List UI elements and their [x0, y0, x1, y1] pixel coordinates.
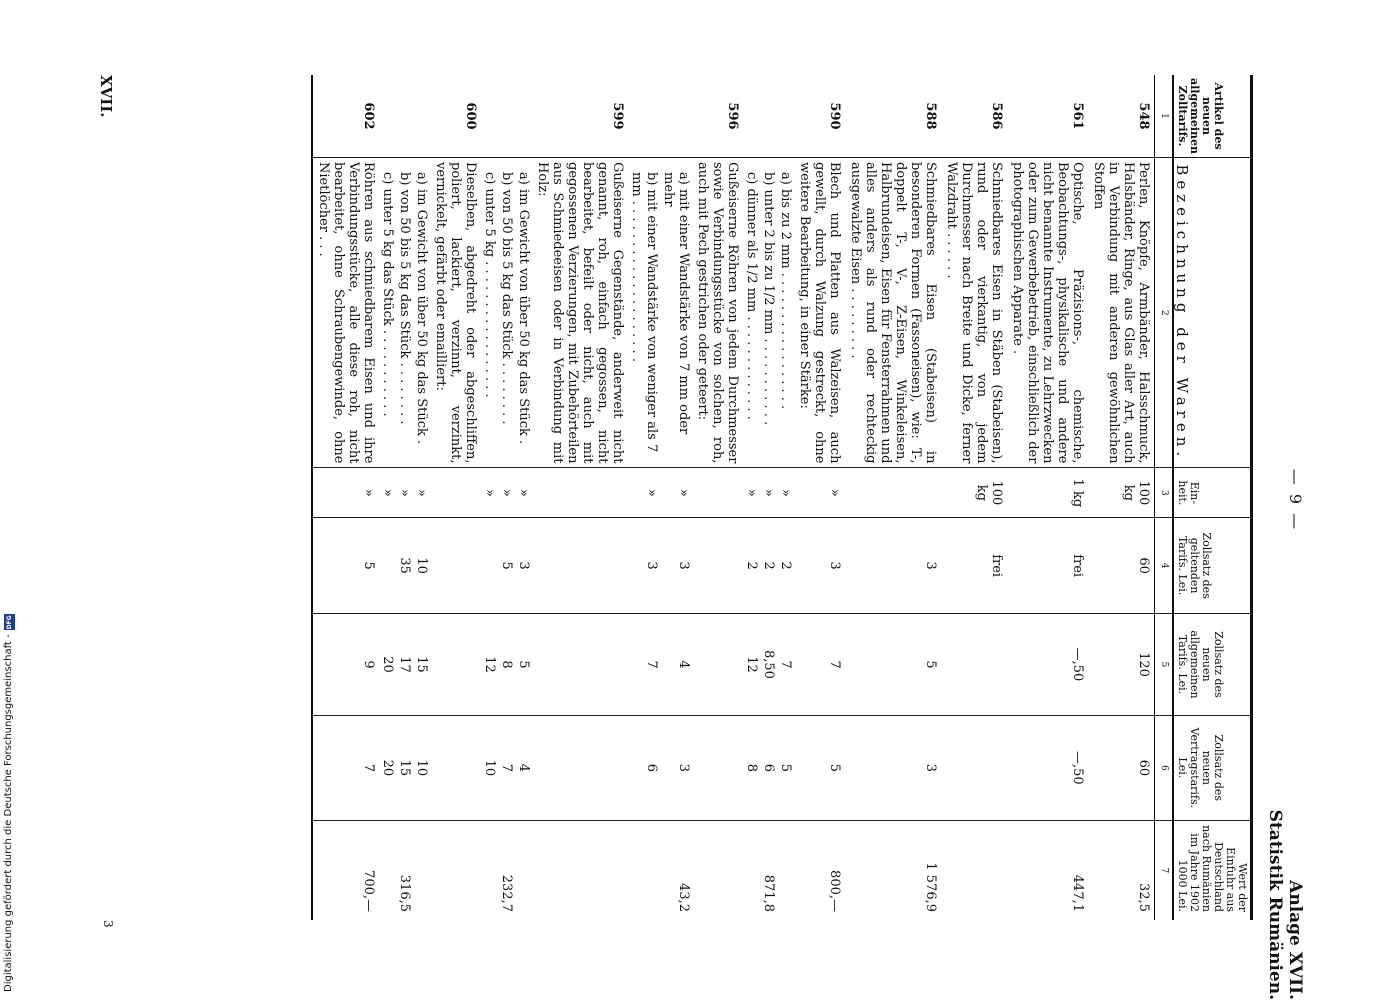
- table-subrow: [660, 75, 692, 920]
- header-description: Bezeichnung der Waren.: [1173, 158, 1252, 468]
- ware-description: Blech und Platten aus Walzeisen, auch gewellt, durch Walzung gestreckt, ohne weitere Bearbeitung, in einer Stärke:: [794, 158, 845, 468]
- unit-cell: »: [660, 468, 692, 518]
- table-subrow: [396, 75, 413, 920]
- import-value-cell: [777, 820, 794, 920]
- rate-new-general-cell: 5: [515, 613, 532, 715]
- ware-description: b) unter 2 bis zu 1/2 mm . . . . . . . . . . .: [760, 158, 777, 468]
- ware-description: c) unter 5 kg . . . . . . . . . . . . . . . . .: [481, 158, 498, 468]
- rate-current-cell: [692, 518, 743, 614]
- article-number: [660, 75, 692, 158]
- rate-new-general-cell: 20: [379, 613, 396, 715]
- rate-current-cell: 3: [515, 518, 532, 614]
- rate-current-cell: 5: [498, 518, 515, 614]
- rate-new-treaty-cell: 20: [379, 716, 396, 821]
- ware-description: Dieselben, abgedreht oder abgeschliffen, poliert, lackiert, verzinnt, verzinkt, vernickelt, gefärbt oder emailliert:: [430, 158, 481, 468]
- rate-new-treaty-cell: 60: [1088, 716, 1155, 821]
- ware-description: Röhren aus schmiedbarem Eisen und ihre Verbindungsstücke, alle diese roh, nicht bearbeitet, ohne Schraubengewinde, ohne Nietlöcher . . .: [312, 158, 379, 468]
- rate-new-general-cell: 120: [1088, 613, 1155, 715]
- rate-new-treaty-cell: [941, 716, 1007, 821]
- unit-cell: [692, 468, 743, 518]
- import-value-cell: 1 576,9: [845, 820, 941, 920]
- ware-description: a) im Gewicht von über 50 kg das Stück .: [413, 158, 430, 468]
- unit-cell: »: [777, 468, 794, 518]
- unit-cell: »: [413, 468, 430, 518]
- rate-new-general-cell: 8: [498, 613, 515, 715]
- rate-new-treaty-cell: 7: [312, 716, 379, 821]
- table-row: [692, 75, 743, 920]
- rate-current-cell: 3: [660, 518, 692, 614]
- unit-cell: »: [760, 468, 777, 518]
- rate-current-cell: 35: [396, 518, 413, 614]
- rate-new-general-cell: 8,50: [760, 613, 777, 715]
- table-subrow: [498, 75, 515, 920]
- table-subrow: [515, 75, 532, 920]
- unit-cell: 100 kg: [1088, 468, 1155, 518]
- rate-new-general-cell: 12: [743, 613, 760, 715]
- rate-new-treaty-cell: [692, 716, 743, 821]
- table-body: [312, 75, 1155, 920]
- article-number: 561: [1070, 102, 1085, 130]
- import-value-cell: 700,—: [312, 820, 379, 920]
- table-row: [845, 75, 941, 920]
- table-subrow: [379, 75, 396, 920]
- unit-cell: 1 kg: [1007, 468, 1088, 518]
- rate-new-treaty-cell: 15: [396, 716, 413, 821]
- rate-new-treaty-cell: —,50: [1007, 716, 1088, 821]
- rate-current-cell: [481, 518, 498, 614]
- import-value-cell: [379, 820, 396, 920]
- rate-new-general-cell: 7: [628, 613, 660, 715]
- article-number: [760, 75, 777, 158]
- table-header-row: [1173, 75, 1252, 920]
- rate-new-treaty-cell: [532, 716, 628, 821]
- article-number: [743, 75, 760, 158]
- column-number-row: [1155, 75, 1174, 920]
- rate-new-general-cell: [430, 613, 481, 715]
- article-number: [628, 75, 660, 158]
- ware-description: b) von 50 bis 5 kg das Stück . . . . . . . .: [498, 158, 515, 468]
- rate-current-cell: 2: [760, 518, 777, 614]
- rate-current-cell: 3: [628, 518, 660, 614]
- table-subrow: [777, 75, 794, 920]
- rate-new-treaty-cell: 5: [777, 716, 794, 821]
- unit-cell: »: [312, 468, 379, 518]
- article-number: [379, 75, 396, 158]
- column-number: 1: [1155, 75, 1174, 158]
- article-number: [777, 75, 794, 158]
- table-row: [794, 75, 845, 920]
- article-number: 586: [989, 102, 1004, 130]
- rate-new-general-cell: 7: [794, 613, 845, 715]
- rate-new-treaty-cell: 3: [845, 716, 941, 821]
- unit-cell: »: [379, 468, 396, 518]
- rate-current-cell: [532, 518, 628, 614]
- credit-text: Digitalisierung gefördert durch die Deutsche Forschungsgemeinschaft -: [3, 634, 14, 992]
- rate-current-cell: [379, 518, 396, 614]
- rate-new-treaty-cell: [430, 716, 481, 821]
- unit-cell: »: [481, 468, 498, 518]
- column-number: 4: [1155, 518, 1174, 614]
- article-number: 600: [463, 102, 478, 130]
- rate-current-cell: 5: [312, 518, 379, 614]
- unit-cell: »: [628, 468, 660, 518]
- tariff-table: [311, 75, 1253, 920]
- unit-cell: [430, 468, 481, 518]
- article-number: [498, 75, 515, 158]
- import-value-cell: [628, 820, 660, 920]
- table-subrow: [628, 75, 660, 920]
- rate-current-cell: 3: [794, 518, 845, 614]
- rate-new-general-cell: [532, 613, 628, 715]
- rate-new-general-cell: 12: [481, 613, 498, 715]
- column-number: 6: [1155, 716, 1174, 821]
- statistic-title: Statistik Rumänien.: [1265, 809, 1285, 1000]
- table-row: [1007, 75, 1088, 920]
- rate-current-cell: frei: [941, 518, 1007, 614]
- rate-new-general-cell: 15: [413, 613, 430, 715]
- rate-new-treaty-cell: 3: [660, 716, 692, 821]
- rate-new-treaty-cell: 8: [743, 716, 760, 821]
- rate-new-general-cell: 5: [845, 613, 941, 715]
- ware-description: Gußeiserne Röhren von jedem Durchmesser sowie Verbindungsstücke von solchen, roh, auch mit Pech gestrichen oder geteert:: [692, 158, 743, 468]
- import-value-cell: [413, 820, 430, 920]
- import-value-cell: [515, 820, 532, 920]
- table-row: [941, 75, 1007, 920]
- rate-new-treaty-cell: 10: [481, 716, 498, 821]
- table-row: [312, 75, 379, 920]
- rate-new-treaty-cell: 5: [794, 716, 845, 821]
- rate-new-general-cell: 17: [396, 613, 413, 715]
- rate-new-general-cell: [941, 613, 1007, 715]
- ware-description: Schmiedbares Eisen in Stäben (Stabeisen), rund oder vierkantig, von jedem Durchmesser nach Breite und Dicke, ferner Walzdraht . . . . . .: [941, 158, 1007, 468]
- rate-current-cell: [430, 518, 481, 614]
- digitization-credit: [0, 0, 18, 1000]
- column-number: 2: [1155, 158, 1174, 468]
- article-number: 602: [312, 75, 379, 158]
- import-value-cell: 232,7: [498, 820, 515, 920]
- import-value-cell: 32,5: [1088, 820, 1155, 920]
- sheet-mark: XVII.: [97, 75, 115, 118]
- table-subrow: [743, 75, 760, 920]
- header-article: Artikel des neuen allgemeinen Zolltarifs.: [1173, 75, 1252, 158]
- ware-description: a) bis zu 2 mm . . . . . . . . . . . . . . . . .: [777, 158, 794, 468]
- ware-description: a) mit einer Wandstärke von 7 mm oder mehr: [660, 158, 692, 468]
- article-number: 596: [725, 102, 740, 130]
- article-number: [481, 75, 498, 158]
- import-value-cell: [941, 820, 1007, 920]
- ware-description: a) im Gewicht von über 50 kg das Stück .: [515, 158, 532, 468]
- ware-description: Optische, Präzisions-, chemische, Beobachtungs-, physikalische und andere nicht benannte Instrumente, zu Lehrzwecken oder zum Gewerbebetrieb, einschließlich der photographischen Apparate .: [1007, 158, 1088, 468]
- title-block: [1265, 0, 1305, 1000]
- import-value-cell: 316,5: [396, 820, 413, 920]
- header-import-value: Wert der Einfuhr aus Deutschland nach Rumänien im Jahre 1902 1000 Lei.: [1173, 820, 1252, 920]
- page-number: — 9 —: [1286, 468, 1305, 532]
- ware-description: c) dünner als 1/2 mm . . . . . . . . . . . . .: [743, 158, 760, 468]
- rate-current-cell: frei: [1007, 518, 1088, 614]
- rate-new-general-cell: —,50: [1007, 613, 1088, 715]
- article-number: 548: [1136, 102, 1151, 130]
- table-subrow: [481, 75, 498, 920]
- import-value-cell: [692, 820, 743, 920]
- rate-new-general-cell: [692, 613, 743, 715]
- rate-new-treaty-cell: 6: [628, 716, 660, 821]
- ware-description: b) mit einer Wandstärke von weniger als 7 mm . . . . . . . . . . . . . . . . . . . .: [628, 158, 660, 468]
- rate-new-general-cell: 7: [777, 613, 794, 715]
- ware-description: b) von 50 bis 5 kg das Stück . . . . . . . .: [396, 158, 413, 468]
- import-value-cell: [532, 820, 628, 920]
- import-value-cell: 43,2: [660, 820, 692, 920]
- column-number: 7: [1155, 820, 1174, 920]
- table-row: [1088, 75, 1155, 920]
- unit-cell: [532, 468, 628, 518]
- article-number: 590: [827, 102, 842, 130]
- rate-new-treaty-cell: 4: [515, 716, 532, 821]
- header-unit: Ein-heit.: [1173, 468, 1252, 518]
- import-value-cell: 800,—: [794, 820, 845, 920]
- rate-new-treaty-cell: 6: [760, 716, 777, 821]
- header-rate-current: Zollsatz des geltenden Tarifs. Lei.: [1173, 518, 1252, 614]
- signature-mark: 3: [101, 920, 115, 928]
- tariff-table-container: [311, 75, 1253, 920]
- article-number: 588: [923, 102, 938, 130]
- article-number: 599: [610, 102, 625, 130]
- unit-cell: [845, 468, 941, 518]
- header-rate-new-general: Zollsatz des neuen allgemeinen Tarifs. Lei.: [1173, 613, 1252, 715]
- rate-current-cell: 2: [777, 518, 794, 614]
- unit-cell: »: [515, 468, 532, 518]
- header-rate-new-treaty: Zollsatz des neuen Vertragstarifs. Lei.: [1173, 716, 1252, 821]
- ware-description: Perlen, Knöpfe, Armbänder, Halsschmuck, Halsbänder, Ringe, aus Glas aller Art, auch in Verbindung mit anderen gewöhnlichen Stoffen: [1088, 158, 1155, 468]
- unit-cell: »: [396, 468, 413, 518]
- column-number: 5: [1155, 613, 1174, 715]
- appendix-title: Anlage XVII.: [1285, 880, 1305, 1000]
- ware-description: Schmiedbares Eisen (Stabeisen) in besonderen Formen (Fassoneisen), wie: T-, doppelt T-, V-, Z-Eisen, Winkeleisen, Halbrundeisen, Eisen für Fensterrahmen und alles anders als rund oder rechteckig ausgewalzte Eisen . . . . . . . . .: [845, 158, 941, 468]
- import-value-cell: 447,1: [1007, 820, 1088, 920]
- ware-description: Gußeiserne Gegenstände, anderweit nicht genannt, roh, einfach gegossen, nicht bearbeitet, befeilt oder nicht, auch mit gegossenen Verzierungen, mit Zubehörteilen aus Schmiedeeisen oder in Verbindung mit Holz:: [532, 158, 628, 468]
- table-row: [430, 75, 481, 920]
- rate-new-general-cell: 9: [312, 613, 379, 715]
- rate-current-cell: 2: [743, 518, 760, 614]
- article-number: [515, 75, 532, 158]
- table-subrow: [413, 75, 430, 920]
- rate-current-cell: 3: [845, 518, 941, 614]
- unit-cell: »: [498, 468, 515, 518]
- ware-description: c) unter 5 kg das Stück . . . . . . . . . . .: [379, 158, 396, 468]
- article-number: [396, 75, 413, 158]
- unit-cell: »: [794, 468, 845, 518]
- import-value-cell: [743, 820, 760, 920]
- unit-cell: »: [743, 468, 760, 518]
- rate-new-treaty-cell: 7: [498, 716, 515, 821]
- table-subrow: [760, 75, 777, 920]
- column-number: 3: [1155, 468, 1174, 518]
- article-number: [413, 75, 430, 158]
- rate-new-treaty-cell: 10: [413, 716, 430, 821]
- rate-current-cell: 10: [413, 518, 430, 614]
- import-value-cell: 871,8: [760, 820, 777, 920]
- table-row: [532, 75, 628, 920]
- rate-current-cell: 60: [1088, 518, 1155, 614]
- import-value-cell: [481, 820, 498, 920]
- dfg-logo-icon: DFG: [5, 615, 13, 630]
- title-right: [1265, 810, 1305, 1000]
- rate-new-general-cell: 4: [660, 613, 692, 715]
- unit-cell: 100 kg: [941, 468, 1007, 518]
- import-value-cell: [430, 820, 481, 920]
